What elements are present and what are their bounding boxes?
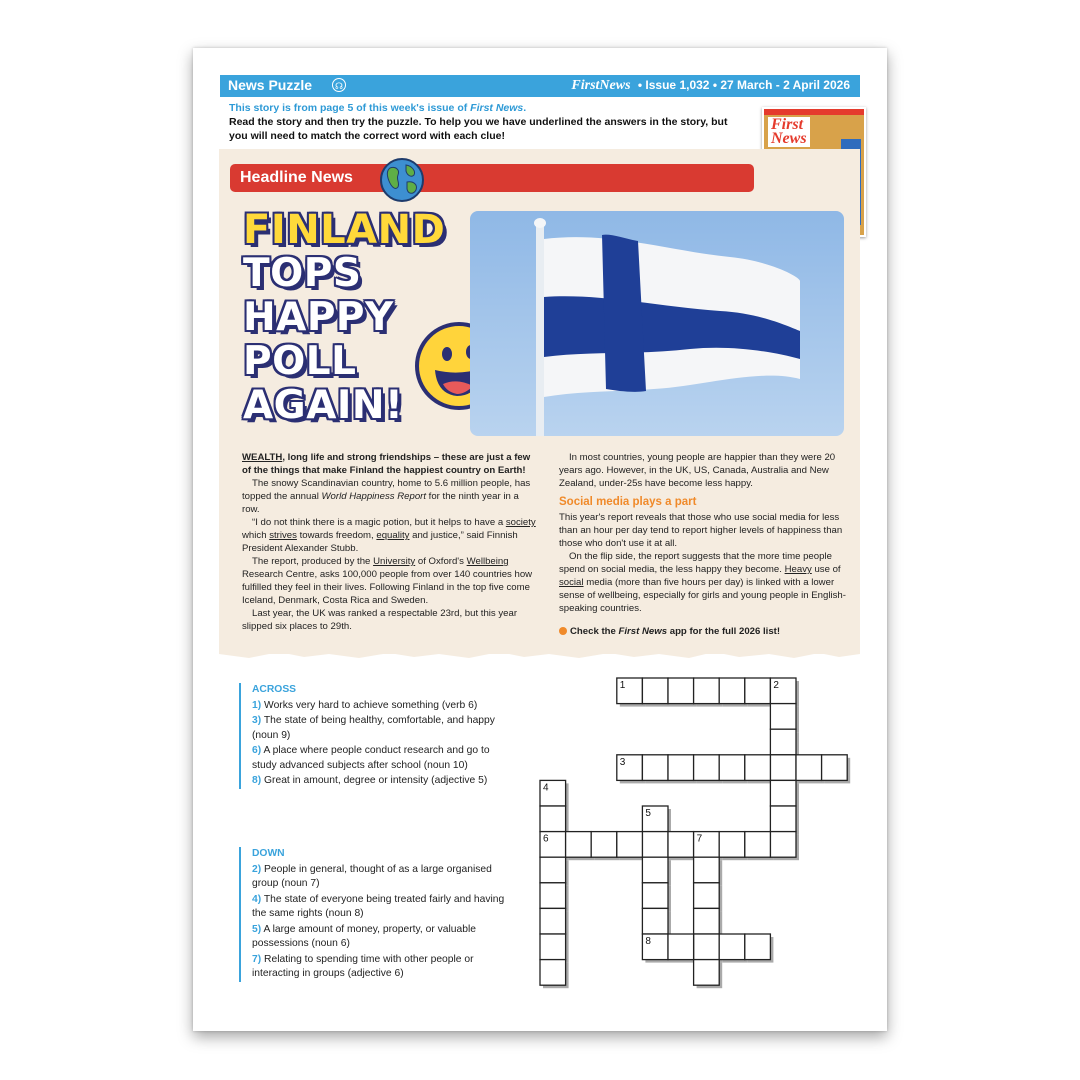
clue-item: 7) Relating to spending time with other people or interacting in groups (adjective 6) bbox=[252, 953, 474, 979]
crossword-cell[interactable] bbox=[540, 857, 566, 883]
crossword-cell[interactable] bbox=[694, 883, 720, 909]
crossword-cell[interactable] bbox=[770, 755, 796, 781]
crossword-cell[interactable] bbox=[591, 832, 617, 858]
issue-number: Issue 1,032 bbox=[645, 78, 710, 92]
crossword-cell[interactable] bbox=[796, 755, 822, 781]
story-lead: WEALTH, long life and strong friendships – these are just a few of the things that make Finland the happiest country on Earth! bbox=[242, 452, 531, 476]
crossword-cell[interactable] bbox=[719, 934, 745, 960]
clue-number: 6 bbox=[543, 833, 549, 845]
section-title: News Puzzle bbox=[228, 77, 313, 93]
down-heading: DOWN bbox=[252, 848, 285, 859]
clue-number: 8 bbox=[645, 936, 651, 947]
app-callout: Check the First News app for the full 2026 list! bbox=[559, 625, 849, 638]
crossword-cell[interactable] bbox=[642, 883, 668, 909]
clue-item: 2) People in general, thought of as a large organised group (noun 7) bbox=[252, 863, 492, 889]
headline-line: TOPS bbox=[243, 251, 362, 296]
crossword-cell[interactable] bbox=[745, 934, 771, 960]
crossword-cell[interactable] bbox=[694, 857, 720, 883]
clue-number: 5 bbox=[645, 808, 651, 819]
crossword-cell[interactable] bbox=[770, 704, 796, 730]
crossword-cell[interactable] bbox=[642, 857, 668, 883]
crossword-cell[interactable] bbox=[694, 908, 720, 934]
clue-number: 7 bbox=[696, 833, 703, 845]
crossword-cell[interactable] bbox=[642, 908, 668, 934]
crossword-cell[interactable] bbox=[566, 832, 592, 858]
instructions: Read the story and then try the puzzle. To help you we have underlined the answers in the story, but you will need to match the correct word with each clue! bbox=[229, 116, 728, 142]
story-paragraph: “I do not think there is a magic potion, but it helps to have a society which strives towards freedom, equality and justice,” said Finnish President Alexander Stubb. bbox=[242, 517, 536, 554]
crossword-cell[interactable] bbox=[770, 729, 796, 755]
crossword-cell[interactable] bbox=[540, 806, 566, 832]
clue-item: 5) A large amount of money, property, or valuable possessions (noun 6) bbox=[252, 923, 476, 949]
listen-icon[interactable]: ☊ bbox=[332, 78, 346, 92]
clue-number: 3 bbox=[619, 756, 626, 768]
crossword-cell[interactable] bbox=[694, 755, 720, 781]
headline-line: AGAIN! bbox=[243, 383, 404, 428]
story-paragraph: The snowy Scandinavian country, home to 5.6 million people, has topped the annual World Happiness Report for the ninth year in a row. bbox=[242, 478, 531, 515]
crossword-cell[interactable] bbox=[770, 832, 796, 858]
crossword-cell[interactable] bbox=[694, 934, 720, 960]
clue-item: 4) The state of everyone being treated fairly and having the same rights (noun 8) bbox=[252, 893, 505, 919]
crossword-cell[interactable] bbox=[745, 678, 771, 704]
crossword-cell[interactable] bbox=[668, 678, 694, 704]
cover-logo: First News bbox=[768, 117, 810, 147]
crossword-cell[interactable] bbox=[719, 832, 745, 858]
clue-number: 1 bbox=[619, 680, 626, 691]
story-paragraph: In most countries, young people are happier than they were 20 years ago. However, in the UK, US, Canada, Australia and New Zealand, under-25s have become less happy. bbox=[559, 452, 836, 489]
crossword-cell[interactable] bbox=[745, 832, 771, 858]
crossword-cell[interactable] bbox=[540, 960, 566, 986]
across-heading: ACROSS bbox=[252, 684, 297, 695]
clue-number: 2 bbox=[773, 680, 779, 691]
crossword-cell[interactable] bbox=[617, 832, 643, 858]
headline-news-label: Headline News bbox=[240, 169, 353, 186]
clue-item: 6) A place where people conduct research and go to study advanced subjects after school (noun 10) bbox=[252, 745, 490, 771]
headline-line: FINLAND bbox=[243, 207, 446, 253]
crossword-cell[interactable] bbox=[642, 832, 668, 858]
story-paragraph: The report, produced by the University of Oxford's Wellbeing Research Centre, asks 100,000 people from over 140 countries how fulfilled they feel in their lives. Following Finland in the top five come Iceland, Denmark, Costa Rica and Sweden. bbox=[242, 556, 533, 606]
crossword-cell[interactable] bbox=[694, 960, 720, 986]
crossword-cell[interactable] bbox=[540, 883, 566, 909]
crossword-cell[interactable] bbox=[668, 934, 694, 960]
story-subheading: Social media plays a part bbox=[559, 496, 697, 508]
crossword-cell[interactable] bbox=[668, 832, 694, 858]
clue-item: 1) Works very hard to achieve something (verb 6) bbox=[252, 699, 478, 711]
headline-line: POLL bbox=[243, 339, 357, 384]
issue-info: FirstNews • Issue 1,032 • 27 March - 2 April 2026 bbox=[571, 78, 850, 93]
crossword-cell[interactable] bbox=[642, 678, 668, 704]
crossword-cell[interactable] bbox=[770, 806, 796, 832]
crossword-cell[interactable] bbox=[770, 780, 796, 806]
crossword-cell[interactable] bbox=[745, 755, 771, 781]
clue-item: 8) Great in amount, degree or intensity (adjective 5) bbox=[252, 775, 488, 786]
crossword-cell[interactable] bbox=[642, 755, 668, 781]
crossword-cell[interactable] bbox=[540, 908, 566, 934]
brand-name: FirstNews bbox=[571, 78, 631, 93]
crossword-cell[interactable] bbox=[719, 755, 745, 781]
source-line: This story is from page 5 of this week's issue of First News. bbox=[229, 102, 527, 114]
story-paragraph: On the flip side, the report suggests that the more time people spend on social media, the less happy they become. Heavy use of social media (more than five hours per day) is linked with a lower sense of wellbeing, especially for girls and young people in English-speaking countries. bbox=[559, 551, 846, 614]
crossword-cell[interactable] bbox=[668, 755, 694, 781]
clue-number: 4 bbox=[543, 782, 549, 794]
clue-item: 3) The state of being healthy, comfortable, and happy (noun 9) bbox=[252, 715, 495, 741]
story-paragraph: This year's report reveals that those who use social media for less than an hour per day tend to report higher levels of happiness than those who don't use it at all. bbox=[559, 512, 843, 549]
issue-dates: 27 March - 2 April 2026 bbox=[720, 78, 850, 92]
crossword-cell[interactable] bbox=[540, 934, 566, 960]
crossword-cell[interactable] bbox=[694, 678, 720, 704]
story-paragraph: Last year, the UK was ranked a respectable 23rd, but this year slipped six places to 29th. bbox=[242, 608, 518, 632]
crossword-cell[interactable] bbox=[719, 678, 745, 704]
crossword-cell[interactable] bbox=[822, 755, 848, 781]
headline-line: HAPPY bbox=[243, 295, 394, 340]
